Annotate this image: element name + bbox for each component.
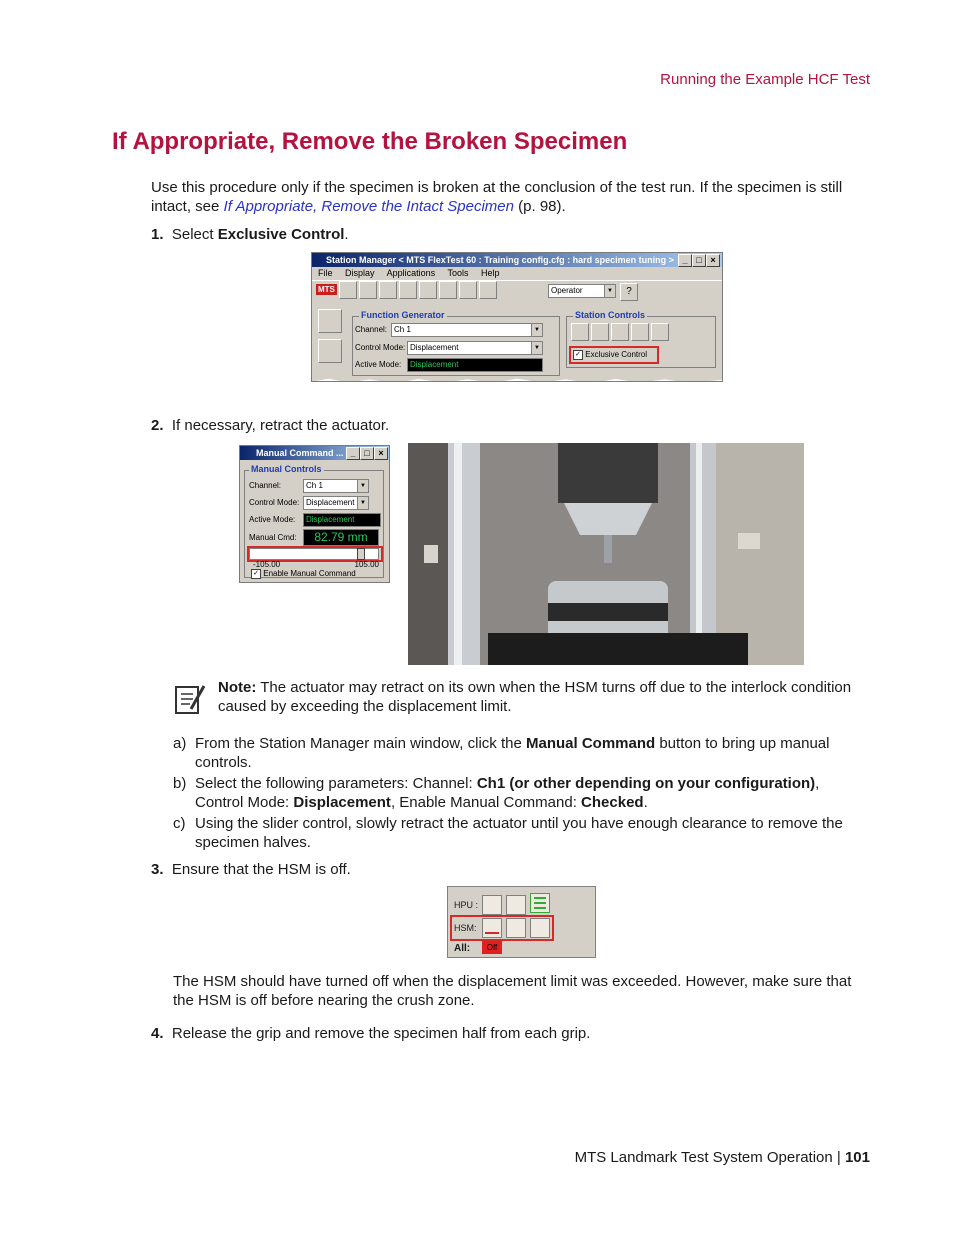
active-mode-label: Active Mode:	[355, 360, 402, 369]
step-4	[151, 1024, 590, 1043]
hpu-hsm-panel	[447, 886, 596, 958]
monitor-icon[interactable]	[439, 281, 457, 299]
substep-text-line2-end: .	[643, 794, 648, 811]
footer-text: MTS Landmark Test System Operation |	[574, 1149, 845, 1166]
step-3	[151, 860, 351, 879]
page-footer	[575, 1149, 870, 1166]
hpu-low-button[interactable]	[506, 895, 526, 915]
channel-value: Ch 1	[394, 325, 411, 334]
substep-text-line2-mid: , Enable Manual Command:	[390, 794, 582, 811]
dropdown-arrow-icon[interactable]: ▼	[531, 324, 542, 336]
note-text: The actuator may retract on its own when the HSM turns off due to the interlock condition	[256, 679, 852, 696]
hsm-label: HSM:	[454, 923, 477, 933]
hpu-off-button[interactable]	[482, 895, 502, 915]
page-title: If Appropriate, Remove the Broken Specimen	[112, 128, 628, 155]
open-icon[interactable]	[339, 281, 357, 299]
actuator-icon[interactable]	[318, 339, 342, 363]
window-title: Station Manager < MTS FlexTest 60 : Training config.cfg : hard specimen tuning >	[326, 255, 674, 265]
menu-tools[interactable]: Tools	[447, 268, 469, 278]
step-text-end: .	[344, 226, 349, 243]
step-bold: Exclusive Control	[217, 226, 345, 243]
hsm-note-line-2: the HSM is off before nearing the crush zone.	[173, 992, 475, 1009]
load-frame-photo	[408, 443, 804, 665]
substep-bold: Ch1 (or other depending on your configuration)	[476, 775, 816, 792]
tool-icon[interactable]	[419, 281, 437, 299]
substep-letter: b)	[173, 775, 187, 792]
step-number: 3.	[151, 861, 164, 878]
load-frame-image	[408, 443, 804, 665]
substep-text-line2: controls.	[195, 754, 252, 771]
intro-line-1: Use this procedure only if the specimen is broken at the conclusion of the test run. If the specimen is still	[151, 179, 843, 196]
highlight-box	[450, 915, 554, 941]
substep-letter: c)	[173, 815, 186, 832]
substep-b-text	[195, 774, 875, 812]
station-controls-group	[566, 310, 716, 368]
actuator-tool-column	[318, 309, 346, 379]
note-label: Note:	[218, 679, 257, 696]
step-text: If necessary, retract the actuator.	[171, 417, 390, 434]
save-icon[interactable]	[359, 281, 377, 299]
step-number: 4.	[151, 1025, 164, 1042]
limit-icon[interactable]	[591, 323, 609, 341]
station-manager-titlebar	[312, 253, 722, 267]
step-2	[151, 416, 389, 435]
torn-edge	[312, 377, 722, 382]
help-icon[interactable]: ?	[620, 283, 638, 301]
hpu-high-button[interactable]	[530, 893, 550, 913]
menu-file[interactable]: File	[318, 268, 333, 278]
substep-text-end: button to bring up manual	[655, 735, 830, 752]
step-text: Release the grip and remove the specimen half from each grip.	[171, 1025, 591, 1042]
manual-command-button[interactable]	[318, 309, 342, 333]
intro-text: intact, see	[151, 198, 224, 215]
minimize-button[interactable]: _	[678, 254, 692, 267]
mts-logo: MTS	[318, 285, 335, 295]
dial-icon[interactable]	[459, 281, 477, 299]
menu-applications[interactable]: Applications	[386, 268, 436, 278]
all-label: All:	[454, 943, 471, 954]
enable-manual-command-checkbox[interactable]	[251, 569, 356, 579]
exclusive-control-label: Exclusive Control	[585, 350, 648, 360]
highlight-box	[569, 346, 659, 364]
enable-label: Enable Manual Command	[263, 569, 356, 579]
control-mode-value: Displacement	[410, 343, 459, 352]
hpu-label: HPU :	[454, 900, 479, 910]
menu-display[interactable]: Display	[345, 268, 375, 278]
channel-label: Channel:	[355, 325, 388, 334]
lock-icon[interactable]	[399, 281, 417, 299]
intro-line-2	[151, 197, 881, 216]
active-mode-display: Displacement	[303, 513, 381, 527]
dropdown-arrow-icon[interactable]: ▼	[604, 285, 615, 297]
active-mode-display: Displacement	[407, 358, 543, 372]
slider-min: -105.00	[253, 560, 281, 569]
step-number: 1.	[151, 226, 164, 243]
intro-paragraph	[151, 178, 881, 216]
substep-b	[173, 774, 873, 811]
substep-bold-2: Displacement	[293, 794, 391, 811]
substep-a	[173, 734, 873, 771]
hsm-note-line-1: The HSM should have turned off when the displacement limit was exceeded. However, make sure that	[173, 973, 852, 990]
channel-value: Ch 1	[306, 481, 323, 490]
dropdown-arrow-icon[interactable]: ▼	[357, 497, 368, 509]
window-title: Manual Command ...	[256, 448, 344, 458]
signal-icon[interactable]	[611, 323, 629, 341]
menu-help[interactable]: Help	[480, 268, 500, 278]
substep-letter: a)	[173, 735, 187, 752]
menu-bar	[312, 267, 722, 280]
user-level-value: Operator	[551, 286, 583, 295]
substep-text: From the Station Manager main window, click the	[195, 735, 526, 752]
channel-label: Channel:	[249, 481, 282, 490]
substep-text-mid: ,	[815, 775, 820, 792]
checkbox-icon[interactable]: ✓	[251, 569, 261, 579]
close-button[interactable]: ×	[374, 447, 388, 460]
step-text: Ensure that the HSM is off.	[171, 861, 351, 878]
print-icon[interactable]	[379, 281, 397, 299]
dropdown-arrow-icon[interactable]: ▼	[357, 480, 368, 492]
control-mode-label: Control Mode:	[355, 343, 406, 352]
slider-max: 105.00	[354, 560, 379, 569]
step-1	[151, 225, 349, 244]
control-mode-select[interactable]	[407, 341, 543, 355]
substep-c	[173, 814, 873, 851]
hsm-note-paragraph	[173, 972, 873, 1010]
substep-text-line2: specimen halves.	[195, 834, 311, 851]
control-mode-select[interactable]	[303, 496, 369, 510]
substep-text: Using the slider control, slowly retract the actuator until you have enough clearance to remove the	[195, 815, 843, 832]
maximize-button[interactable]: □	[360, 447, 374, 460]
close-button[interactable]: ×	[706, 254, 720, 267]
substep-bold: Manual Command	[525, 735, 656, 752]
step-text: Select	[171, 226, 218, 243]
substep-a-text	[195, 734, 875, 772]
manual-cmd-display: 82.79 mm	[303, 529, 379, 546]
active-mode-label: Active Mode:	[249, 515, 296, 524]
toolbar	[312, 280, 722, 301]
manual-command-window	[239, 445, 390, 583]
maximize-button[interactable]: □	[692, 254, 706, 267]
intro-page-ref: (p. 98).	[513, 198, 566, 215]
manual-controls-title: Manual Controls	[251, 464, 322, 474]
intact-specimen-link[interactable]: If Appropriate, Remove the Intact Specimen	[223, 198, 514, 215]
all-off-button[interactable]: Off	[482, 941, 502, 954]
step-number: 2.	[151, 417, 164, 434]
substep-c-text	[195, 814, 875, 852]
substep-bold-3: Checked	[581, 794, 644, 811]
channel-select[interactable]	[391, 323, 543, 337]
station-controls-title: Station Controls	[575, 310, 645, 320]
minimize-button[interactable]: _	[346, 447, 360, 460]
note-paragraph	[218, 678, 878, 716]
channel-select[interactable]	[303, 479, 369, 493]
manual-cmd-label: Manual Cmd:	[249, 533, 297, 542]
substep-text: Select the following parameters: Channel:	[195, 775, 477, 792]
detector-icon[interactable]	[571, 323, 589, 341]
note-line-1	[218, 678, 878, 697]
manual-command-titlebar	[240, 446, 389, 460]
graph-icon[interactable]	[479, 281, 497, 299]
note-icon	[173, 682, 207, 716]
function-generator-title: Function Generator	[361, 310, 445, 320]
function-generator-group	[352, 310, 560, 376]
note-line-2: caused by exceeding the displacement limit.	[218, 698, 512, 715]
dropdown-arrow-icon[interactable]: ▼	[531, 342, 542, 354]
substep-text-line2: Control Mode:	[195, 794, 294, 811]
running-header: Running the Example HCF Test	[660, 71, 870, 88]
control-mode-label: Control Mode:	[249, 498, 300, 507]
manual-controls-group	[244, 464, 384, 579]
control-mode-value: Displacement	[306, 498, 355, 507]
export-icon[interactable]	[651, 323, 669, 341]
page-number: 101	[844, 1149, 870, 1166]
user-level-select[interactable]	[548, 284, 616, 298]
checkbox-icon[interactable]: ✓	[573, 350, 583, 360]
tree-icon[interactable]	[631, 323, 649, 341]
station-manager-window	[311, 252, 723, 382]
